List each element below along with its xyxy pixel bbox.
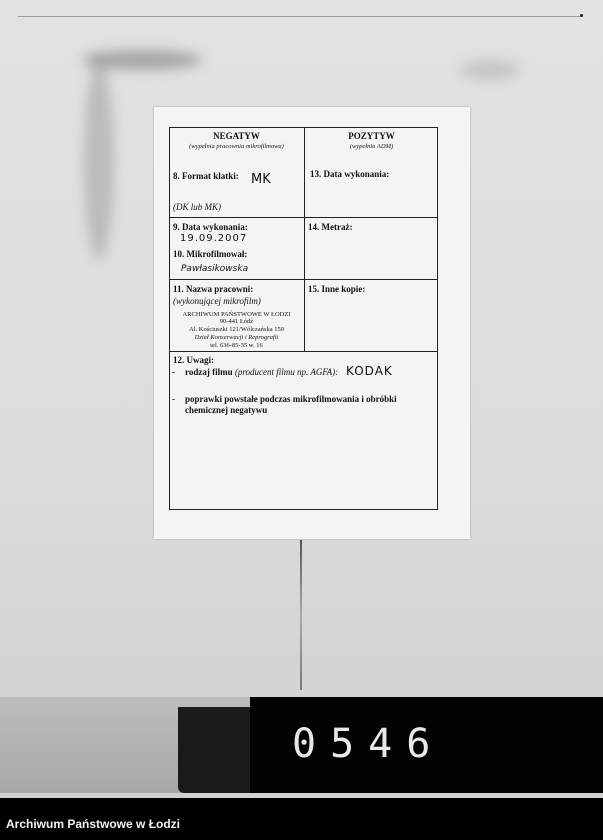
mikrofilmowal-value: Pawłasikowska [181, 264, 249, 274]
inne-kopie-label: 15. Inne kopie: [308, 284, 366, 294]
bullet-dash: - [172, 367, 175, 377]
data-wykonania-pozytyw-label: 13. Data wykonania: [310, 169, 390, 179]
archive-name: Archiwum Państwowe w Łodzi [6, 817, 181, 831]
rodzaj-filmu-value: KODAK [346, 364, 393, 378]
rodzaj-filmu-hint: (producent filmu np. AGFA): [234, 367, 339, 377]
format-klatki-value: MK [251, 172, 271, 187]
pozytyw-subtitle: (wypełnia ADM) [349, 143, 394, 150]
column-divider [304, 127, 305, 351]
row-divider [169, 217, 438, 218]
nazwa-pracowni-label: 11. Nazwa pracowni: [173, 284, 254, 294]
top-edge-line [18, 16, 583, 17]
stamp-line-1: ARCHIWUM PAŃSTWOWE W ŁODZI [182, 311, 291, 318]
stamp-line-4: Dział Konserwacji i Reprografii [194, 334, 279, 341]
uwagi-label: 12. Uwagi: [173, 355, 214, 365]
bullet-dash: - [172, 394, 175, 404]
nazwa-pracowni-hint: (wykonującej mikrofilm) [173, 296, 261, 306]
film-leader-tab [178, 707, 258, 793]
dust-dot [580, 14, 583, 17]
poprawki-line-2: chemicznej negatywu [185, 405, 268, 415]
format-klatki-hint: (DK lub MK) [173, 202, 221, 212]
poprawki-line-1: poprawki powstałe podczas mikrofilmowania i obróbki [185, 394, 397, 404]
smudge [460, 60, 520, 80]
negatyw-title: NEGATYW [213, 131, 260, 141]
smudge [84, 60, 114, 260]
center-crease [300, 540, 302, 690]
stamp-line-2: 90-441 Łódź [219, 318, 254, 325]
format-klatki-label: 8. Format klatki: [173, 171, 239, 181]
row-divider [169, 279, 438, 280]
frame-number: 0546 [292, 721, 445, 767]
metraz-label: 14. Metraż: [308, 222, 353, 232]
pozytyw-title: POZYTYW [348, 131, 395, 141]
rodzaj-filmu-label: rodzaj filmu [185, 367, 233, 377]
data-wykonania-label: 9. Data wykonania: [173, 222, 248, 232]
stamp-line-5: tel. 636-85-35 w. 16 [210, 342, 263, 349]
rodzaj-filmu-line [185, 367, 338, 378]
mikrofilmowal-label: 10. Mikrofilmował: [173, 249, 248, 259]
row-divider [169, 351, 438, 352]
data-wykonania-value: 19.09.2007 [180, 233, 248, 244]
stamp-line-3: Al. Kościuszki 121/Wólczańska 150 [189, 326, 284, 333]
negatyw-subtitle: (wypełnia pracownia mikrofilmowa) [189, 143, 284, 150]
